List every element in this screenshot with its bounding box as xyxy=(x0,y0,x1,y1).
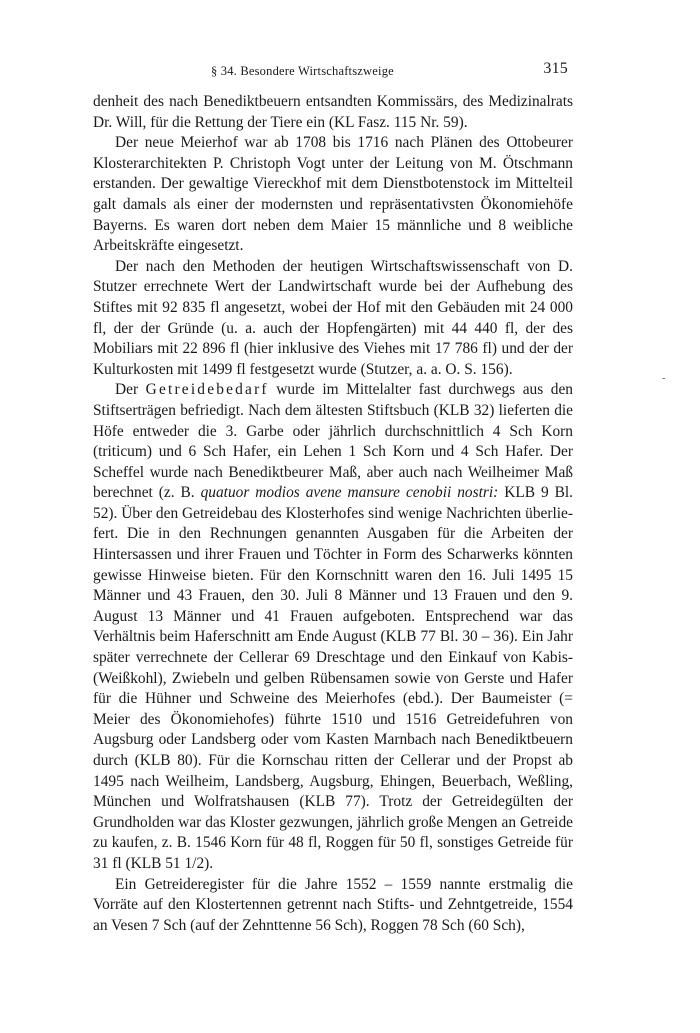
text-run: Der xyxy=(115,381,146,399)
paragraph xyxy=(93,875,573,937)
text-run: Der nach den Methoden der heutigen Wirtschaftswissenschaft von D. Stutzer errechnete Wert der Landwirtschaft wurde bei der Aufhebung des Stiftes mit 92 835 fl angesetzt, wobei der Hof mit den Gebäuden mit 24 000 fl, der der Gründe (u. a. auch der Hopfengärten) mit 44 440 fl, der des Mobiliars mit 22 896 fl (hier inklusive des Viehes mit 17 786 fl) und der der Kulturkosten mit 1499 fl festgesetzt wurde (Stutzer, a. a. O. S. 156). xyxy=(93,257,573,378)
text-run: Ein Getreideregister für die Jahre 1552 – 1559 nannte erstmalig die Vorräte auf den Klostertennen getrennt nach Stifts- und Zehntgetreide, 1554 an Vesen 7 Sch (auf der Zehnttenne 56 Sch), Roggen 78 Sch (60 Sch), xyxy=(93,875,573,934)
text-run: denheit des nach Benediktbeuern entsandten Kommissärs, des Medizinalrats Dr. Will, für die Rettung der Tiere ein (KL Fasz. 115 Nr. 59). xyxy=(93,93,573,131)
paragraph xyxy=(93,92,573,133)
text-run: wurde im Mittelalter fast durchwegs aus den Stiftserträgen befriedigt. Nach dem ältesten Stiftsbuch (KLB 32) lieferten die Höfe entweder die 3. Garbe oder jährlich durchschnittlich 4 Sch Korn (triticum) und 6 Sch Hafer, ein Lehen 1 Sch Korn und 4 Sch Hafer. Der Scheffel wurde nach Benediktbeurer Maß, aber auch nach Weilheimer Maß berechnet (z. B. xyxy=(93,381,573,502)
body-text xyxy=(93,92,573,936)
book-page xyxy=(93,60,573,936)
running-header xyxy=(93,60,573,82)
paragraph xyxy=(93,257,573,381)
paragraph xyxy=(93,380,573,874)
text-run: KLB 9 Bl. 52). Über den Getreidebau des Klosterhofes sind wenige Nachrichten überliefert. Die in den Rechnungen genannten Ausgaben für die Arbeiten der Hintersassen und ihrer Frauen und Töchter in Form des Scharwerks könnten gewisse Hinweise bieten. Für den Kornschnitt waren den 16. Juli 1495 15 Männer und 43 Frauen, den 30. Juli 8 Männer und 13 Frauen und den 9. August 13 Männer und 41 Frauen aufgeboten. Entsprechend war das Verhältnis beim Haferschnitt am Ende August (KLB 77 Bl. 30 – 36). Ein Jahr später verrechnete der Cellerar 69 Dreschtage und den Einkauf von Kabis- (Weißkohl), Zwiebeln und gelben Rübensamen sowie von Gerste und Hafer für die Hühner und Schweine des Meierhofes (ebd.). Der Baumeister (= Meier des Ökonomiehofes) führte 1510 und 1516 Getreidefuhren von Augsburg oder Landsberg oder vom Kasten Marnbach nach Benediktbeuern durch (KLB 80). Für die Kornschau ritten der Cellerar und der Propst ab 1495 nach Weilheim, Landsberg, Augsburg, Ehingen, Beuerbach, Weßling, München und Wolfratshausen (KLB 77). Trotz der Getreidegülten der Grundholden war das Kloster gezwungen, jährlich große Mengen an Getreide zu kaufen, z. B. 1546 Korn für 48 fl, Roggen für 50 fl, sonstiges Getreide für 31 fl (KLB 51 1/2). xyxy=(93,484,573,872)
page-number: 315 xyxy=(543,60,568,77)
latin-quote: quatuor modios avene mansure cenobii nostri: xyxy=(200,484,499,502)
section-title: § 34. Besondere Wirtschaftszweige xyxy=(211,64,394,78)
paragraph xyxy=(93,133,573,257)
emphasized-term: Getreidebedarf xyxy=(145,381,269,399)
text-run: Der neue Meierhof war ab 1708 bis 1716 nach Plänen des Ottobeurer Klosterarchitekten P. Christoph Vogt unter der Leitung von M. Ötschmann erstanden. Der gewaltige Viereckhof mit dem Dienstbotenstock im Mittelteil galt damals als einer der modernsten und repräsentativsten Ökonomiehöfe Bayerns. Es waren dort neben dem Maier 15 männliche und 8 weibliche Arbeitskräfte eingesetzt. xyxy=(93,134,573,255)
margin-mark: - xyxy=(662,373,666,384)
